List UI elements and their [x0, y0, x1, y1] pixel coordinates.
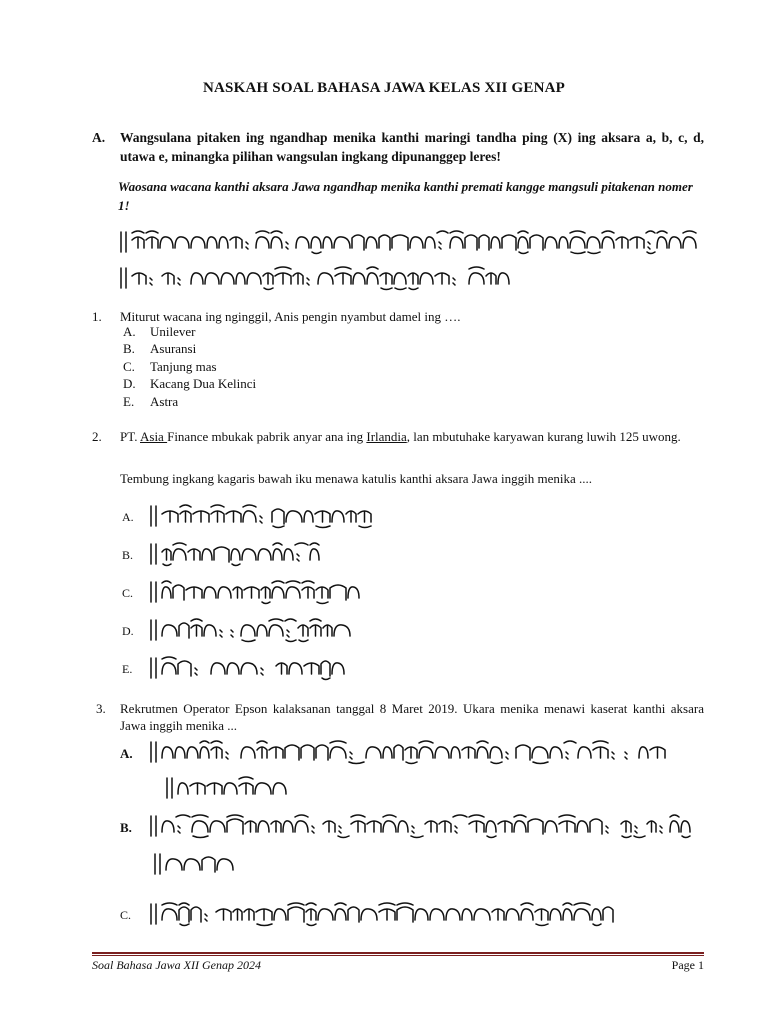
section-letter: A. — [92, 130, 106, 145]
footer-divider — [92, 952, 704, 954]
page-title: NASKAH SOAL BAHASA JAWA KELAS XII GENAP — [202, 80, 566, 96]
question-3-option-c[interactable]: C. — [120, 900, 706, 930]
option-e[interactable]: E. Astra — [123, 393, 179, 409]
question-2 — [92, 428, 704, 445]
option-a[interactable]: A. Unilever — [123, 324, 196, 339]
reading-instruction: Waosana wacana kanthi aksara Jawa ngandhap menika kanthi premati kangge mangsuli pitakenan nomer 1! — [118, 179, 693, 213]
question-3-option-b[interactable]: B. — [120, 812, 706, 878]
footer-divider-thin — [92, 955, 704, 956]
section-text: Wangsulana pitaken ing ngandhap menika kanthi maringi tandha ping (X) ing aksara a, b, c, d, utawa e, minangka pilihan wangsulan ingkang dipunanggep leres! — [120, 130, 704, 164]
underlined-word-irlandia: Irlandia — [366, 429, 407, 444]
question-text: PT. Asia Finance mbukak pabrik anyar ana ing Irlandia, lan mbutuhake karyawan kurang luwih 125 uwong. — [120, 429, 681, 444]
javanese-passage-line-2 — [118, 264, 518, 292]
question-2-prompt: Tembung ingkang kagaris bawah iku menawa katulis kanthi aksara Jawa inggih menika .... — [120, 471, 593, 486]
question-2-option-c[interactable]: C. — [122, 578, 422, 606]
question-3-option-a[interactable]: A. — [120, 738, 706, 804]
javanese-passage-line-1 — [118, 228, 706, 256]
option-c[interactable]: C. Tanjung mas — [123, 358, 217, 374]
option-b[interactable]: B. Asuransi — [123, 341, 197, 357]
footer-document-name: Soal Bahasa Jawa XII Genap 2024 — [92, 958, 261, 972]
option-d[interactable]: D. Kacang Dua Kelinci — [123, 376, 257, 392]
question-number: 1. — [92, 309, 102, 324]
section-a-instruction — [92, 128, 704, 166]
question-1-options — [123, 323, 423, 410]
question-2-option-a[interactable]: A. — [122, 502, 422, 530]
question-3 — [96, 700, 704, 734]
question-2-option-e[interactable]: E. — [122, 654, 422, 682]
question-number: 2. — [92, 429, 102, 444]
underlined-word-asia: Asia — [140, 429, 168, 444]
question-2-option-d[interactable]: D. — [122, 616, 422, 644]
question-number: 3. — [96, 701, 106, 716]
question-text: Miturut wacana ing nginggil, Anis pengin nyambut damel ing …. — [120, 309, 461, 324]
question-2-option-b[interactable]: B. — [122, 540, 422, 568]
footer-page-number: Page 1 — [671, 958, 704, 972]
question-text: Rekrutmen Operator Epson kalaksanan tanggal 8 Maret 2019. Ukara menika menawi kaserat kanthi aksara Jawa inggih menika ... — [120, 701, 704, 733]
